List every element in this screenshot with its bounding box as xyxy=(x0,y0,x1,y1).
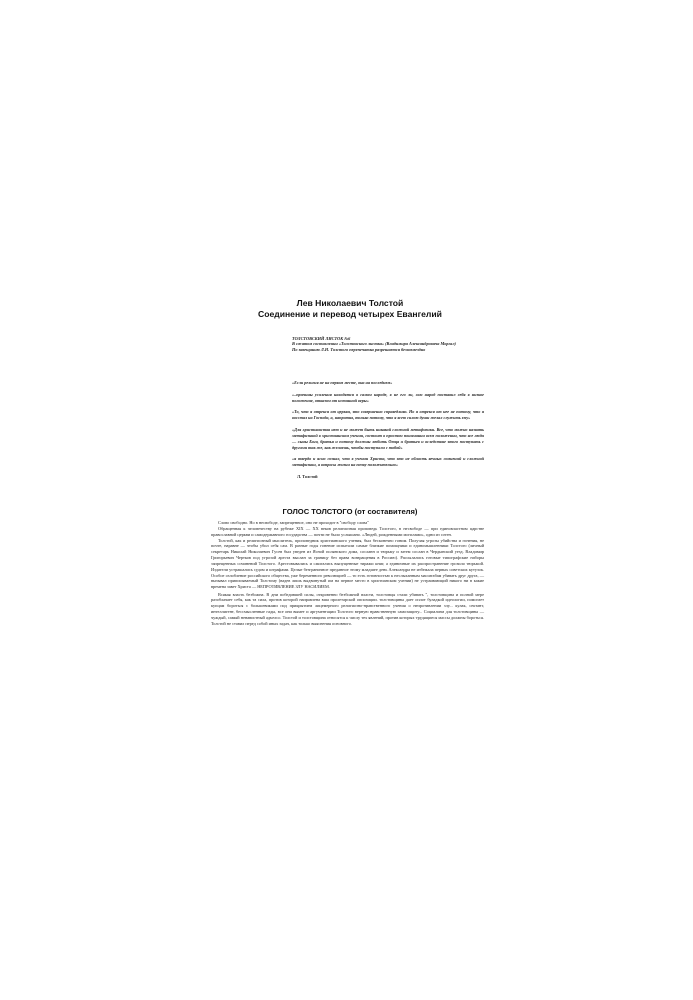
quote: «я твердо и ясно сознал, что в учении Христа, что это не область вечных сомнений и сложной метафизики, а вопросы жизни на почву положительно» xyxy=(292,456,484,468)
paragraph: Всякая власть безбожна. В дни победившей силы, откровенно безбожной власти, толстовцы стали убивать ", толстовщина и полной мере разоблачает себя, как та сила, против которой направлена вша пролетарской оппозиции. толстовщины дает оплот буладкой идеологии, помогает купцам бороться с большевиками под прикрытием лицемерного религиозно-нравственного учения о непротивлении злу... кулак, сектант, интеллигент, бессмысленные гады, все они вымет и аргументации Толстого верную нравственную самозащиту... Социализм для толстовщины — чуждый, самый ненавистный адъелсо. Толстой и толстовщина относятся к числу тех явлений, против которых трудящиеся массы должны бороться. Толстой не ставил перед собой иных задач, как только выяснения основного. xyxy=(211,591,484,626)
leaflet-header xyxy=(292,336,484,352)
quote-signature: Л. Толстой xyxy=(297,473,318,479)
leaflet-compiled: В сжатом составлении «Толстовского листка» (Владимира Александровича Моргал) xyxy=(292,341,456,347)
quote: «То, что я отрекся от церкви, это совершенно справедливо. Но я отрекся от нее не потому, что я восстал на Господа, а, напротив, только потому, что я всею силою души желал служить ему» xyxy=(292,409,484,421)
epigraph-quotes xyxy=(292,380,484,486)
leaflet-permission: По завещанию Л.Н. Толстого перепечатка разрешается безвозмездно xyxy=(292,346,426,352)
quote: «Для христианства нет и не может быть никакой сложной метафизики. Все, что можно назвать метафизикой в христианском учении, состоит в простом понимании всем положении, что все люди — сыны Бога, братья и потому должны любить Отца и братьев и вследствие этого поступать с другими так же, как желаешь, чтобы поступали с тобой» xyxy=(292,426,484,450)
section-title: ГОЛОС ТОЛСТОГО (от составителя) xyxy=(282,507,418,516)
paragraph: Обращенная к человечеству на рубеже XIX — XX веков религиозная проповедь Толстого, в несвободе — при единовластном царстве православной церкви и самодержавного государства — почти не было услышано. «Людей, рожденными могилами», одни из сотен. xyxy=(211,525,484,537)
author-name: Лев Николаевич Толстой xyxy=(296,298,404,308)
paragraph: Слово свободно. Но в несвободе, запрещенное, оно не проходит в "свободу слова" xyxy=(218,520,369,525)
book-title: Соединение и перевод четырех Евангелий xyxy=(258,309,442,319)
title-block xyxy=(200,298,500,320)
quote: «..причины усиления находятся в самом народе, в не его ли, сам народ поставил себя в низкое положение, отказом от истинной веры» xyxy=(292,391,484,403)
leaflet-heading: ТОЛСТОВСКИЙ ЛИСТОК №6 xyxy=(292,336,351,341)
body-text xyxy=(211,520,484,627)
paragraph: Толстой, как и религиозный мыслитель, проповедник христианского учения, был бесконечно гоним. Получая угрозы убийства и гонения, не почте, наравне — чтобы убил себя сам. В разные годы гонение испытали самые близкие помощники и единомышленники Толстого (личный секретарь Николай Николаевич Гусев был уведен из Ясной полянского дома, сосланн и тюрьму и затем сослан в Чердынский уезд. Владимир Григорьевич Чертков под угрозой ареста выслан за границу без права возвращения в Россию). Рассылались готовые типографские наборы запрещенных сочинений Толстого. Арестовывались и сжигались выпущенные тиражи книг, а единичные их распространение грозило тюрьмой. Издатели устрашались судом и штрафами. Целые безграничное преданное этому младшее день Александра не избежала первых советских кутузок. Особое озлобление российского общества, уже беременного революцией — то есть готовностью к неслыханным масштабам убивать друг друга, — вызывал приписываемый Толстому (вадев лишь выдвинутый им на первое место в христианском учении) не устраивающий никого ни в какие времена завет Христа — НЕПРОТИВЛЕНИЕ ЗЛУ НАСИЛИЕМ. xyxy=(211,537,484,590)
quote: «Если религия не на первом месте, она на последнем» xyxy=(292,380,393,385)
